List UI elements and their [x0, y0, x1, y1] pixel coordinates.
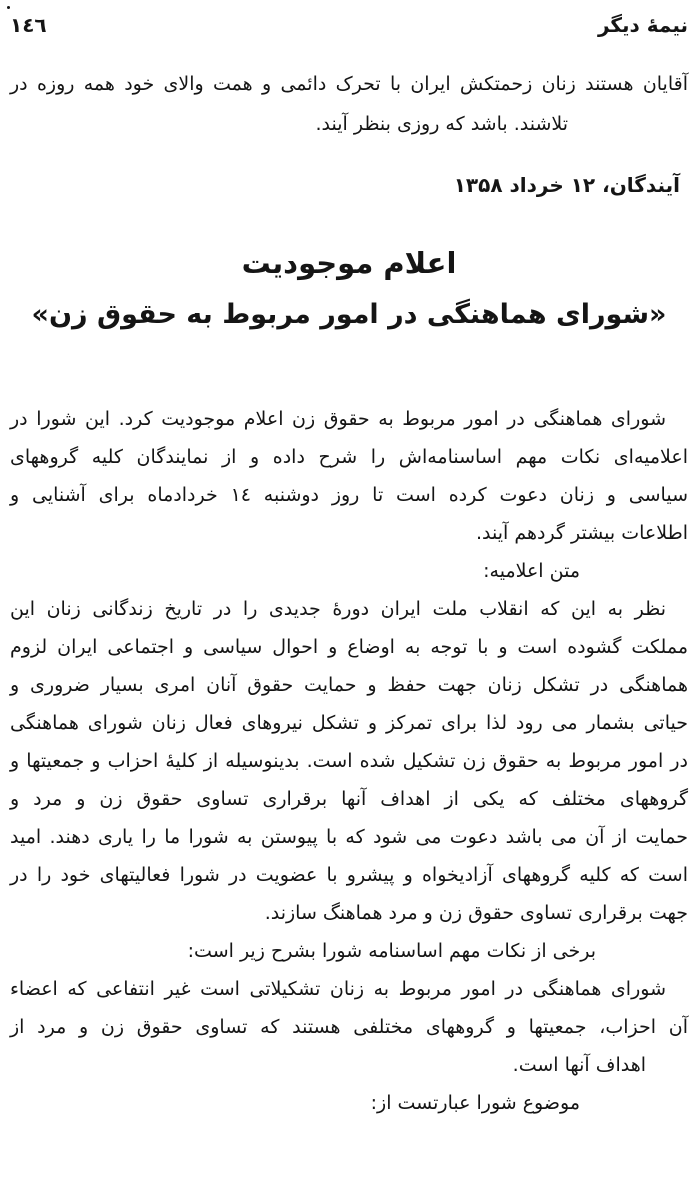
bylaws-line: شورای هماهنگی در امور مربوط به زنان تشکیلاتی است غیر انتفاعی که اعضاء	[10, 978, 666, 1000]
statement-line: مملکت گشوده است و با توجه به اوضاع و احوال سیاسی و اجتماعی ایران لزوم	[10, 636, 688, 658]
ink-speck	[7, 6, 10, 9]
announcement-title-block	[10, 238, 688, 342]
journal-title: نیمهٔ دیگر	[597, 13, 688, 37]
intro-line: آقایان هستند زنان زحمتکش ایران با تحرک دائمی و همت والای خود همه روزه در	[10, 73, 688, 95]
announcement-body	[10, 400, 688, 1122]
statement-line: حمایت از آن می باشد دعوت می شود که با پیوستن به شورا ما را یاری دهند. امید	[10, 826, 688, 848]
page-number: ١٤٦	[10, 13, 47, 37]
bylaws-line: آن احزاب، جمعیتها و گروههای مختلفی هستند که تساوی حقوق زن و مرد از	[10, 1016, 688, 1038]
page-header	[10, 10, 688, 40]
intro-line: تلاشند. باشد که روزی بنظر آیند.	[315, 113, 568, 135]
statement-line: جهت برقراری تساوی حقوق زن و مرد هماهنگ سازند.	[264, 902, 688, 924]
statement-line: حیاتی بشمار می رود لذا برای تمرکز و تشکل نیروهای فعال زنان شورای هماهنگی	[10, 712, 688, 734]
intro-paragraph	[10, 64, 688, 144]
paragraph-line: شورای هماهنگی در امور مربوط به حقوق زن اعلام موجودیت کرد. این شورا در	[10, 408, 666, 430]
bylaws-line: اهداف آنها است.	[512, 1054, 646, 1076]
statement-label: متن اعلامیه:	[483, 560, 580, 582]
paragraph-line: اعلامیه‌ای نکات مهم اساسنامه‌اش را شرح داده و از نمایندگان کلیه گروههای	[10, 446, 688, 468]
statement-line: است که کلیه گروههای آزادیخواه و پیشرو با عضویت در شورا فعالیتهای خود را در	[10, 864, 688, 886]
attribution-source-date: آیندگان، ۱۲ خرداد ۱۳۵۸	[453, 173, 680, 197]
statement-line: هماهنگی در تشکل زنان جهت حفظ و حمایت حقوق آنان امری بسیار ضروری و	[10, 674, 688, 696]
statement-line: گروههای مختلف که یکی از اهداف آنها برقراری تساوی حقوق زن و مرد و	[10, 788, 688, 810]
subject-label: موضوع شورا عبارتست از:	[370, 1092, 580, 1114]
statement-line: نظر به این که انقلاب ملت ایران دورهٔ جدیدی را در تاریخ زندگانی زنان این	[10, 598, 666, 620]
paragraph-line: اطلاعات بیشتر گردهم آیند.	[475, 522, 688, 544]
announcement-subtitle: «شورای هماهنگی در امور مربوط به حقوق زن»	[31, 299, 667, 330]
bylaws-label: برخی از نکات مهم اساسنامه شورا بشرح زیر است:	[187, 940, 596, 962]
statement-line: در امور مربوط به حقوق زن تشکیل شده است. بدینوسیله از کلیهٔ احزاب و جمعیتها و	[10, 750, 688, 772]
paragraph-line: سیاسی و زنان دعوت کرده است تا روز دوشنبه ١٤ خردادماه برای آشنایی و	[10, 484, 688, 506]
announcement-title: اعلام موجودیت	[241, 246, 457, 280]
